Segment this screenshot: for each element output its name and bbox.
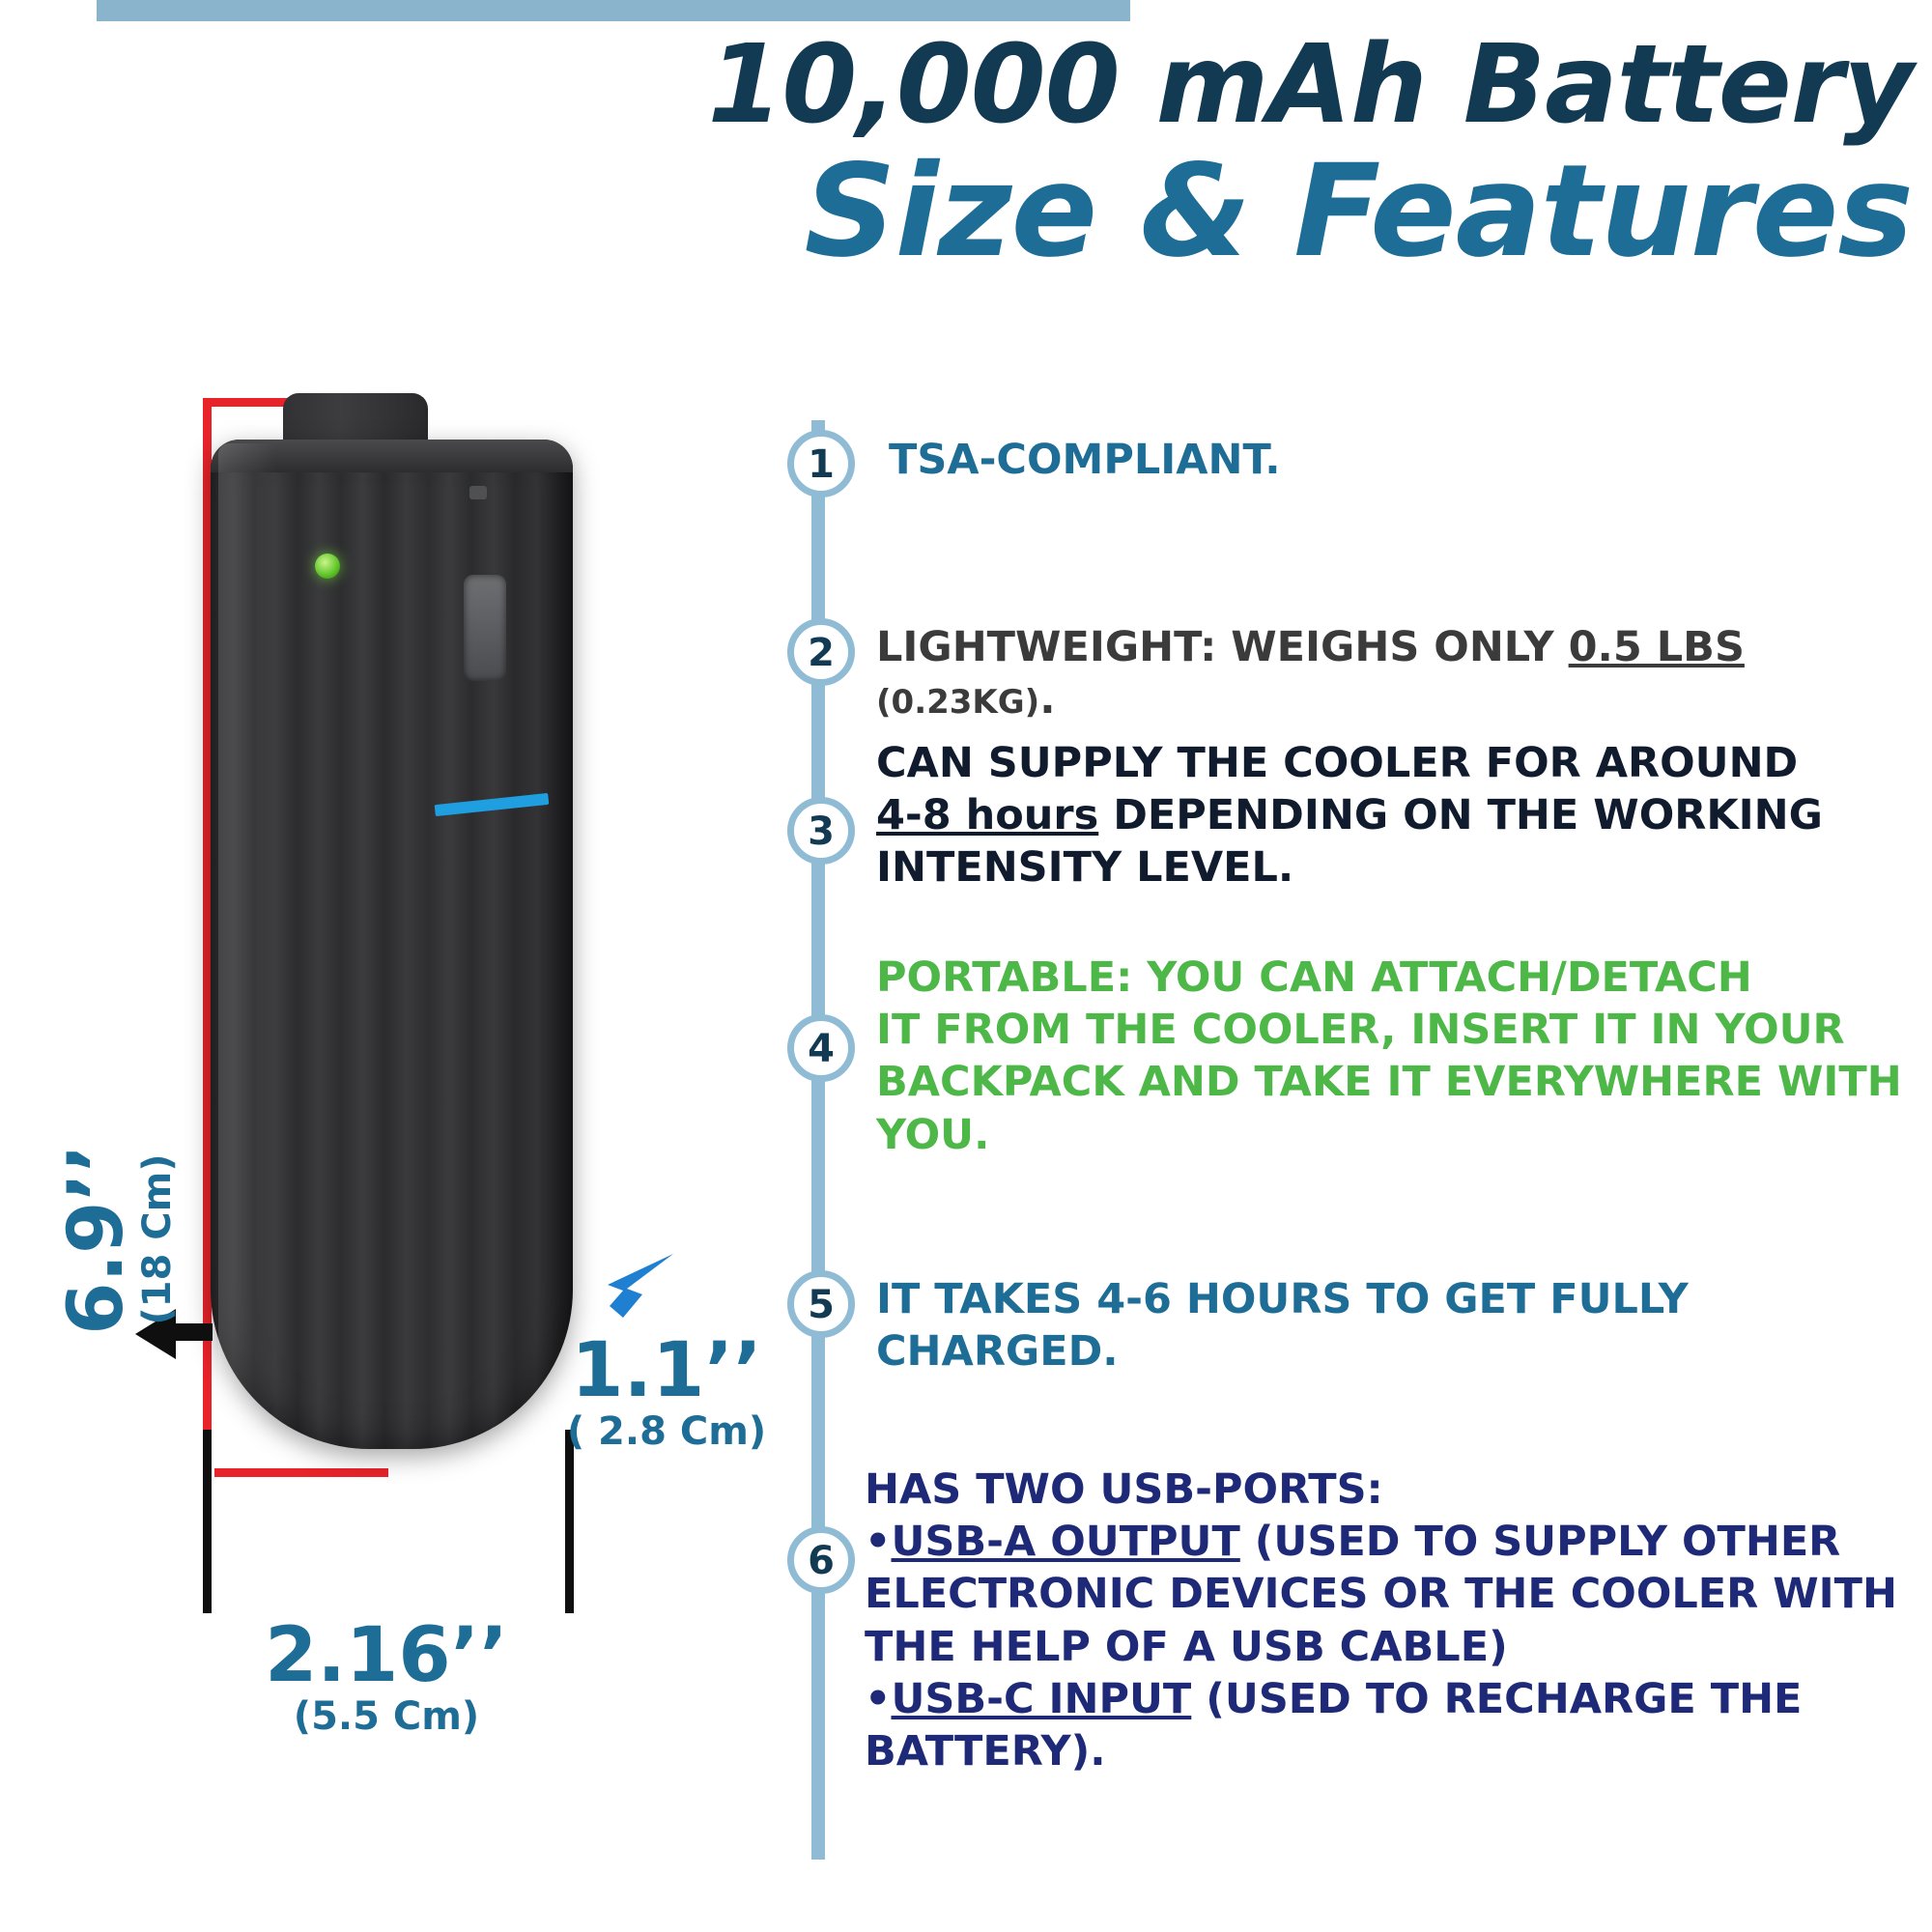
feature-2-weight-lbs: 0.5 LBS <box>1568 623 1745 671</box>
measure-line-bottom-red <box>214 1468 388 1477</box>
dimension-width-inches: 2.16’’ <box>265 1612 508 1699</box>
feature-2-weight-kg: (0.23KG) <box>876 683 1040 723</box>
feature-3-line-2 <box>876 789 1823 841</box>
dimension-height-cm: (18 Cm) <box>135 1153 180 1325</box>
feature-4-line-3: BACKPACK AND TAKE IT EVERYWHERE WITH YOU. <box>876 1058 1902 1159</box>
title-line-1: 10,000 mAh Battery <box>707 22 1913 148</box>
feature-list <box>768 411 1927 1889</box>
feature-6-bullet-a: • <box>865 1518 892 1567</box>
feature-number-2: 2 <box>787 618 855 686</box>
dimension-height-inches: 6.9’’ <box>53 1144 140 1335</box>
measure-line-right-black <box>565 1430 574 1613</box>
feature-6-line-4: THE HELP OF A USB CABLE) <box>865 1622 1508 1671</box>
feature-item-6 <box>865 1463 1927 1777</box>
battery-body <box>211 440 573 1449</box>
dimension-depth-cm: ( 2.8 Cm) <box>566 1409 767 1454</box>
dimension-depth <box>541 1327 792 1455</box>
feature-item-5 <box>876 1273 1927 1378</box>
battery-device <box>211 440 573 1449</box>
feature-6-bullet-c: • <box>865 1674 892 1723</box>
feature-item-2 <box>876 621 1927 725</box>
feature-item-4 <box>876 952 1927 1161</box>
feature-5-line-1: IT TAKES 4-6 HOURS TO GET FULLY CHARGED. <box>876 1275 1689 1377</box>
feature-6-line-5 <box>865 1673 1927 1777</box>
battery-sensor-icon <box>469 486 487 499</box>
dimension-depth-inches: 1.1’’ <box>571 1327 762 1414</box>
dimension-width <box>193 1612 580 1740</box>
page-title <box>541 22 1913 286</box>
usb-port-window <box>464 575 506 681</box>
feature-4-line-1: PORTABLE: YOU CAN ATTACH/DETACH <box>876 953 1752 1002</box>
feature-3-hours: 4-8 hours <box>876 791 1099 840</box>
feature-item-3 <box>876 737 1823 895</box>
feature-number-1: 1 <box>787 430 855 497</box>
feature-6-line-5-post: (USED TO RECHARGE THE BATTERY). <box>865 1674 1803 1776</box>
dimension-width-cm: (5.5 Cm) <box>293 1694 480 1739</box>
feature-6-line-3: ELECTRONIC DEVICES OR THE COOLER WITH <box>865 1570 1897 1619</box>
feature-1-line-1: TSA-COMPLIANT. <box>889 436 1281 484</box>
feature-item-1 <box>889 434 1281 486</box>
feature-6-usb-a: USB-A OUTPUT <box>891 1518 1240 1567</box>
feature-number-5: 5 <box>787 1270 855 1338</box>
product-illustration <box>0 367 767 1739</box>
feature-6-line-1: HAS TWO USB-PORTS: <box>865 1465 1383 1514</box>
dimension-height <box>53 1094 181 1384</box>
feature-2-pre: LIGHTWEIGHT: WEIGHS ONLY <box>876 623 1569 671</box>
feature-4-line-2: IT FROM THE COOLER, INSERT IT IN YOUR <box>876 1006 1845 1055</box>
feature-6-line-2 <box>865 1516 1927 1568</box>
top-accent-bar <box>97 0 1130 21</box>
feature-number-4: 4 <box>787 1014 855 1082</box>
measure-line-left-black <box>203 1430 212 1613</box>
title-line-2: Size & Features <box>804 136 1913 286</box>
feature-6-usb-c: USB-C INPUT <box>891 1674 1192 1723</box>
feature-3-line-1: CAN SUPPLY THE COOLER FOR AROUND <box>876 739 1799 787</box>
feature-2-post: . <box>1039 675 1056 724</box>
feature-number-6: 6 <box>787 1526 855 1594</box>
feature-3-line-2-post: DEPENDING ON THE WORKING <box>1098 791 1823 840</box>
feature-3-line-3: INTENSITY LEVEL. <box>876 843 1294 893</box>
status-led-icon <box>315 554 340 579</box>
feature-number-3: 3 <box>787 797 855 865</box>
feature-6-line-2-post: (USED TO SUPPLY OTHER <box>1239 1518 1841 1567</box>
depth-arrow-icon <box>594 1246 681 1333</box>
battery-top-face <box>211 440 573 472</box>
